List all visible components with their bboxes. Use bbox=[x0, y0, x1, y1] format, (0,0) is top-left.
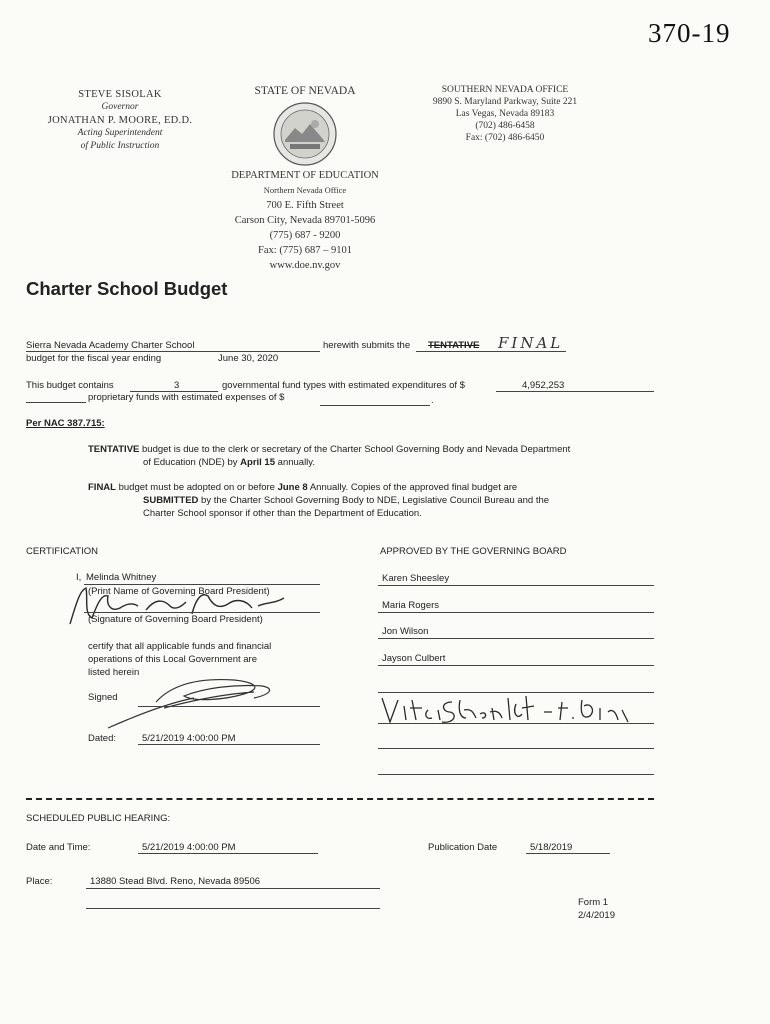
section-separator bbox=[26, 798, 654, 800]
page-title: Charter School Budget bbox=[26, 278, 228, 299]
signed-underline bbox=[138, 706, 320, 707]
final-deadline: June 8 bbox=[277, 482, 308, 493]
school-name-underline bbox=[26, 351, 320, 352]
board-line-2 bbox=[378, 612, 654, 613]
tentative-line2a: of Education (NDE) by bbox=[143, 457, 241, 468]
superintendent-name: JONATHAN P. MOORE, ED.D. bbox=[47, 115, 193, 126]
superintendent-title-1: Acting Superintendent bbox=[77, 128, 163, 138]
president-name: Melinda Whitney bbox=[86, 572, 157, 583]
fiscal-label: budget for the fiscal year ending bbox=[26, 353, 162, 364]
nevada-state-seal-icon bbox=[260, 100, 350, 168]
publication-value: 5/18/2019 bbox=[530, 842, 573, 853]
superintendent-title-2: of Public Instruction bbox=[80, 141, 160, 151]
hearing-heading: SCHEDULED PUBLIC HEARING: bbox=[26, 813, 171, 824]
final-line2: by the Charter School Governing Body to NDE, Legislative Council Bureau and the bbox=[198, 495, 550, 506]
department-web: www.doe.nv.gov bbox=[269, 260, 341, 271]
herewith-label: herewith submits the bbox=[323, 340, 411, 351]
approved-heading: APPROVED BY THE GOVERNING BOARD bbox=[380, 546, 567, 557]
president-prefix: I, bbox=[76, 572, 82, 583]
place-underline-1 bbox=[86, 888, 380, 889]
dated-underline bbox=[138, 744, 320, 745]
board-member-3: Jon Wilson bbox=[382, 626, 429, 637]
final-line1b: Annually. Copies of the approved final budget are bbox=[307, 482, 518, 493]
department-street: 700 E. Fifth Street bbox=[266, 200, 344, 211]
final-bold: FINAL bbox=[88, 482, 116, 493]
proprietary-expense-underline bbox=[320, 405, 430, 406]
fiscal-year-end: June 30, 2020 bbox=[218, 353, 279, 364]
fund-label: governmental fund types with estimated expenditures of $ bbox=[222, 380, 465, 391]
dated-value: 5/21/2019 4:00:00 PM bbox=[142, 733, 236, 744]
form-name: Form 1 bbox=[578, 897, 609, 908]
southern-office-name: SOUTHERN NEVADA OFFICE bbox=[441, 85, 569, 95]
board-line-1 bbox=[378, 585, 654, 586]
budget-contains-label: This budget contains bbox=[26, 380, 114, 391]
department-fax: Fax: (775) 687 – 9101 bbox=[258, 245, 352, 256]
tentative-note bbox=[88, 443, 570, 469]
board-signature-icon bbox=[376, 692, 636, 726]
signature-underline bbox=[84, 612, 320, 613]
final-line3: Charter School sponsor if other than the Department of Education. bbox=[143, 508, 422, 519]
final-line1a: budget must be adopted on or before bbox=[115, 482, 278, 493]
proprietary-period: . bbox=[431, 395, 434, 406]
board-line-4 bbox=[378, 665, 654, 666]
board-member-4: Jayson Culbert bbox=[382, 653, 446, 664]
board-line-6 bbox=[378, 723, 654, 724]
publication-underline bbox=[526, 853, 610, 854]
publication-label: Publication Date bbox=[428, 842, 498, 853]
expenditures-underline bbox=[496, 391, 654, 392]
final-handwritten: FINAL bbox=[498, 334, 564, 352]
certify-line2: operations of this Local Government are bbox=[88, 654, 257, 665]
dated-label: Dated: bbox=[88, 733, 116, 744]
fund-count: 3 bbox=[174, 380, 180, 391]
governor-name: STEVE SISOLAK bbox=[78, 89, 162, 100]
southern-office-phone: (702) 486-6458 bbox=[475, 121, 535, 131]
hearing-datetime-label: Date and Time: bbox=[26, 842, 91, 853]
certification-heading: CERTIFICATION bbox=[26, 546, 98, 557]
governor-title: Governor bbox=[101, 102, 139, 112]
hearing-datetime-value: 5/21/2019 4:00:00 PM bbox=[142, 842, 236, 853]
department-office: Northern Nevada Office bbox=[263, 185, 347, 195]
signed-label: Signed bbox=[88, 692, 118, 703]
school-name: Sierra Nevada Academy Charter School bbox=[26, 340, 195, 351]
board-line-7 bbox=[378, 748, 654, 749]
southern-office-address2: Las Vegas, Nevada 89183 bbox=[455, 109, 555, 119]
tentative-line2b: annually. bbox=[275, 457, 315, 468]
place-value: 13880 Stead Blvd. Reno, Nevada 89506 bbox=[90, 876, 261, 887]
submitted-bold: SUBMITTED bbox=[143, 495, 199, 506]
tentative-struck: TENTATIVE bbox=[428, 340, 480, 351]
header-left bbox=[40, 88, 200, 153]
header-right bbox=[400, 84, 610, 144]
expenditures-value: 4,952,253 bbox=[522, 380, 565, 391]
form-date: 2/4/2019 bbox=[578, 910, 615, 921]
nac-heading: Per NAC 387.715: bbox=[26, 418, 105, 429]
final-note bbox=[88, 481, 549, 520]
place-underline-2 bbox=[86, 908, 380, 909]
department-phone: (775) 687 - 9200 bbox=[269, 230, 341, 241]
print-name-label: (Print Name of Governing Board President) bbox=[88, 586, 270, 597]
tentative-bold: TENTATIVE bbox=[88, 444, 140, 455]
department-block bbox=[200, 168, 410, 273]
document-number: 370-19 bbox=[648, 18, 731, 48]
board-member-2: Maria Rogers bbox=[382, 600, 440, 611]
signature-label: (Signature of Governing Board President) bbox=[88, 614, 263, 625]
department-name: DEPARTMENT OF EDUCATION bbox=[231, 170, 379, 181]
certify-line1: certify that all applicable funds and financial bbox=[88, 641, 272, 652]
tentative-line1: budget is due to the clerk or secretary of the Charter School Governing Body and Nevada Department bbox=[139, 444, 571, 455]
board-member-1: Karen Sheesley bbox=[382, 573, 450, 584]
signed-signature-icon bbox=[104, 672, 294, 734]
tentative-deadline: April 15 bbox=[240, 457, 276, 468]
certify-line3: listed herein bbox=[88, 667, 140, 678]
budget-type-underline bbox=[416, 351, 566, 352]
proprietary-count-underline bbox=[26, 402, 86, 403]
hearing-datetime-underline bbox=[138, 853, 318, 854]
form-label bbox=[578, 896, 615, 922]
board-line-3 bbox=[378, 638, 654, 639]
southern-office-fax: Fax: (702) 486-6450 bbox=[465, 133, 545, 143]
southern-office-address1: 9890 S. Maryland Parkway, Suite 221 bbox=[432, 97, 578, 107]
board-line-8 bbox=[378, 774, 654, 775]
department-city: Carson City, Nevada 89701-5096 bbox=[234, 215, 376, 226]
state-heading: STATE OF NEVADA bbox=[254, 85, 356, 97]
proprietary-label: proprietary funds with estimated expenses of $ bbox=[88, 392, 285, 403]
place-label: Place: bbox=[26, 876, 53, 887]
